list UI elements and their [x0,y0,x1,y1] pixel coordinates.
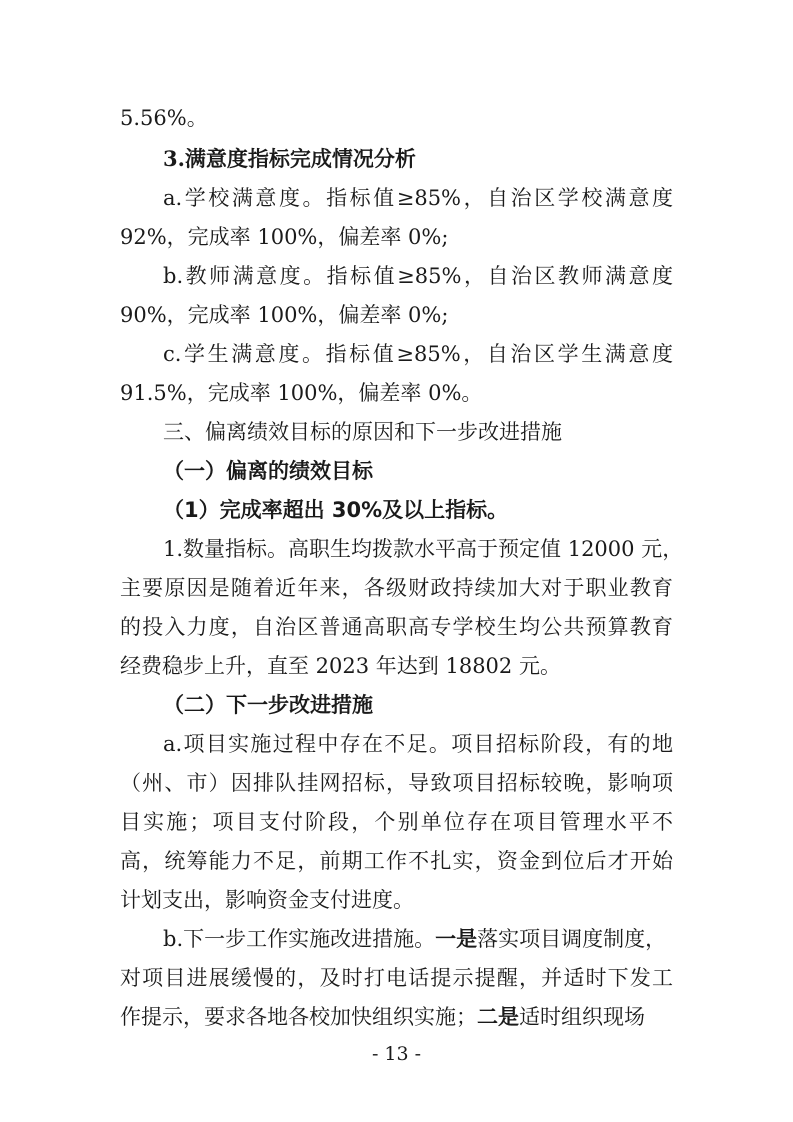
paragraph-line: 的投入力度，自治区普通高职高专学校生均公共预算教育 [120,615,673,639]
subsection-heading-deviation-targets: （一）偏离的绩效目标 [163,459,373,483]
section-heading-deviation: 三、偏离绩效目标的原因和下一步改进措施 [163,420,562,444]
paragraph-line: a.学校满意度。指标值≥85%，自治区学校满意度 [163,186,673,210]
paragraph-line: 91.5%，完成率 100%，偏差率 0%。 [120,381,483,405]
paragraph-line: 计划支出，影响资金支付进度。 [120,888,414,912]
paragraph-line: 92%，完成率 100%，偏差率 0%; [120,225,449,249]
paragraph-line: b.教师满意度。指标值≥85%，自治区教师满意度 [163,264,673,288]
paragraph-line: 1.数量指标。高职生均拨款水平高于预定值 12000 元， [163,537,684,561]
emphasis-text: 二是 [477,1004,519,1029]
subsection-heading-completion-rate: （1）完成率超出 30%及以上指标。 [163,498,509,522]
subsection-heading-improvements: （二）下一步改进措施 [163,693,373,717]
paragraph-line: a.项目实施过程中存在不足。项目招标阶段，有的地 [163,732,673,756]
paragraph-line: 90%，完成率 100%，偏差率 0%; [120,303,449,327]
paragraph-line: （州、市）因排队挂网招标，导致项目招标较晚，影响项 [120,771,673,795]
paragraph-line: 高，统筹能力不足，前期工作不扎实，资金到位后才开始 [120,849,673,873]
paragraph-line: 对项目进展缓慢的，及时打电话提示提醒，并适时下发工 [120,966,673,990]
paragraph-text: 适时组织现场 [519,1005,645,1029]
paragraph-line [163,919,673,959]
emphasis-text: 一是 [435,926,478,951]
paragraph-line: 经费稳步上升，直至 2023 年达到 18802 元。 [120,654,561,678]
paragraph-text: 作提示，要求各地各校加快组织实施； [120,1005,477,1029]
paragraph-text: b.下一步工作实施改进措施。 [163,927,436,951]
section-heading-satisfaction: 3.满意度指标完成情况分析 [163,146,416,171]
paragraph-line: 主要原因是随着近年来，各级财政持续加大对于职业教育 [120,576,673,600]
page-number: - 13 - [371,1043,422,1065]
paragraph-line [120,997,673,1037]
paragraph-line: 5.56%。 [120,106,208,130]
paragraph-text: 落实项目调度制度， [477,927,667,951]
paragraph-line: c.学生满意度。指标值≥85%，自治区学生满意度 [163,342,673,366]
paragraph-line: 目实施；项目支付阶段，个别单位存在项目管理水平不 [120,810,673,834]
